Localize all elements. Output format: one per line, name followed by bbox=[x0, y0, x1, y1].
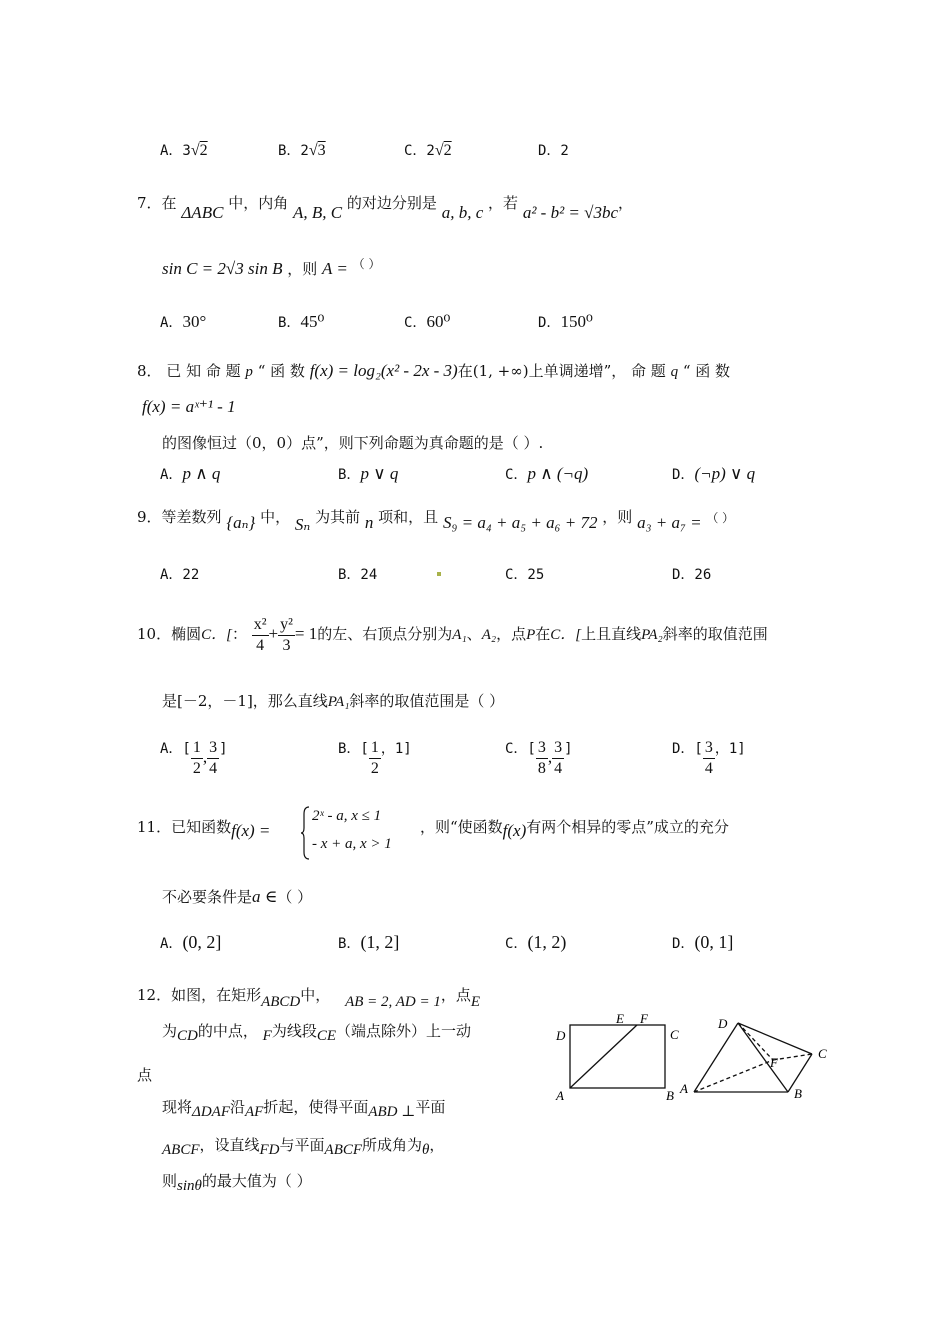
q10-option-d: D．[ $\frac{3}{4}$ ，1] bbox=[672, 739, 746, 777]
q12-line2: 为CD的中点， F为线段CE（端点除外）上一动 bbox=[162, 1022, 472, 1044]
q12-line1: 12．如图，在矩形ABCD中， AB = 2, AD = 1，点E bbox=[137, 986, 481, 1010]
q11-option-c: C．(1, 2) bbox=[505, 932, 567, 952]
label-A: A bbox=[556, 1088, 564, 1103]
q10-line1: 10．椭圆C．[： $\frac{\text{x²}}{4}$ + $\frac{\text{y²}}{3}$ = 1的左、右顶点分别为A₁、A₂，点P在C．[上且直线PA₂斜率的取值范围 bbox=[137, 615, 768, 654]
q10-frac-y: $\frac{\text{y²}}{3}$ bbox=[280, 615, 293, 654]
q6-option-d: D．2 bbox=[538, 143, 569, 159]
q7-line1: 7．在 ΔABC 中，内角 A, B, C 的对边分别是 a, b, c ，若 a² - b² = √3bc， bbox=[137, 194, 634, 222]
q11-option-d: D．(0, 1] bbox=[672, 932, 734, 952]
label-C: C bbox=[670, 1027, 679, 1042]
q12-line3: 点 bbox=[137, 1066, 153, 1084]
q8-option-b: B．p ∨ q bbox=[338, 464, 399, 483]
label-C2: C bbox=[818, 1046, 827, 1061]
q10-option-b: B．[ $\frac{1}{2}$ ，1] bbox=[338, 739, 412, 777]
q12-line6: 则sinθ的最大值为（ ） bbox=[162, 1172, 312, 1194]
q11-case2: - x + a, x > 1 bbox=[312, 836, 392, 852]
q10-line2: 是[－2，－1]，那么直线PA₁斜率的取值范围是（ ） bbox=[162, 692, 505, 710]
q11-line1-rest: ，则“使函数f(x)有两个相异的零点”成立的充分 bbox=[420, 818, 729, 840]
q11-line2: 不必要条件是a ∈（ ） bbox=[162, 887, 313, 906]
q11-piecewise-brace bbox=[300, 806, 310, 860]
q8-line3: 的图像恒过（0，0）点”，则下列命题为真命题的是（ ）. bbox=[162, 434, 544, 452]
q9-option-b: B．24 bbox=[338, 567, 378, 583]
q11-option-a: A．(0, 2] bbox=[160, 932, 222, 952]
q12-line4: 现将ΔDAF沿AF折起，使得平面ABD ⊥平面 bbox=[162, 1098, 446, 1120]
q8-function-g: f(x) = aˣ⁺¹ - 1 bbox=[142, 397, 236, 416]
label-D: D bbox=[556, 1028, 566, 1043]
label-A2: A bbox=[680, 1081, 688, 1096]
q12-figure bbox=[548, 1010, 848, 1105]
q8-line1: 8． 已 知 命 题 p “ 函 数 f(x) = log₂(x² - 2x - 3)在(1, +∞)上单调递增”， 命 题 q “ 函 数 bbox=[137, 361, 731, 380]
q8-option-a: A．p ∧ q bbox=[160, 464, 221, 483]
label-D2: D bbox=[718, 1016, 728, 1031]
q10-frac-x: $\frac{\text{x²}}{4}$ bbox=[253, 615, 267, 654]
q6-option-c: C．2√2 bbox=[404, 142, 452, 159]
q7-option-b: B．45⁰ bbox=[278, 312, 325, 331]
stray-dot bbox=[437, 572, 441, 576]
q7-option-c: C．60⁰ bbox=[404, 312, 451, 331]
q7-option-a: A．30° bbox=[160, 312, 207, 331]
figure-line-af bbox=[570, 1025, 637, 1088]
q7-line2: sin C = 2√3 sin B ，则 A = （ ） bbox=[162, 257, 381, 278]
q6-option-b: B．2√3 bbox=[278, 142, 326, 159]
q11-line1: 11．已知函数f(x) = bbox=[137, 818, 271, 840]
q9-option-d: D．26 bbox=[672, 567, 712, 583]
q10-option-c: C．[ $\frac{3}{8}$ , $\frac{3}{4}$ ] bbox=[505, 739, 573, 777]
q8-option-d: D．(¬p) ∨ q bbox=[672, 464, 756, 483]
q8-option-c: C．p ∧ (¬q) bbox=[505, 464, 589, 483]
label-B: B bbox=[666, 1088, 674, 1103]
label-E: E bbox=[616, 1011, 624, 1026]
q12-line5: ABCF，设直线FD与平面ABCF所成角为θ， bbox=[162, 1136, 445, 1158]
q7-option-d: D．150⁰ bbox=[538, 312, 593, 331]
q9-option-c: C．25 bbox=[505, 567, 545, 583]
q9-option-a: A．22 bbox=[160, 567, 200, 583]
q11-case1: 2ˣ - a, x ≤ 1 bbox=[312, 808, 382, 824]
q10-option-a: A．[ $\frac{1}{2}$ , $\frac{3}{4}$ ] bbox=[160, 739, 228, 777]
label-F2: F bbox=[770, 1055, 778, 1070]
figure-rectangle bbox=[570, 1025, 665, 1088]
label-F: F bbox=[640, 1011, 648, 1026]
q6-option-a: A．3√2 bbox=[160, 142, 208, 159]
label-B2: B bbox=[794, 1086, 802, 1101]
q11-option-b: B．(1, 2] bbox=[338, 932, 400, 952]
q9-line1: 9．等差数列 {aₙ} 中， Sₙ 为其前 n 项和，且 S₉ = a₄ + a₅ + a₆ + 72 ，则 a₃ + a₇ = （ ） bbox=[137, 508, 735, 534]
